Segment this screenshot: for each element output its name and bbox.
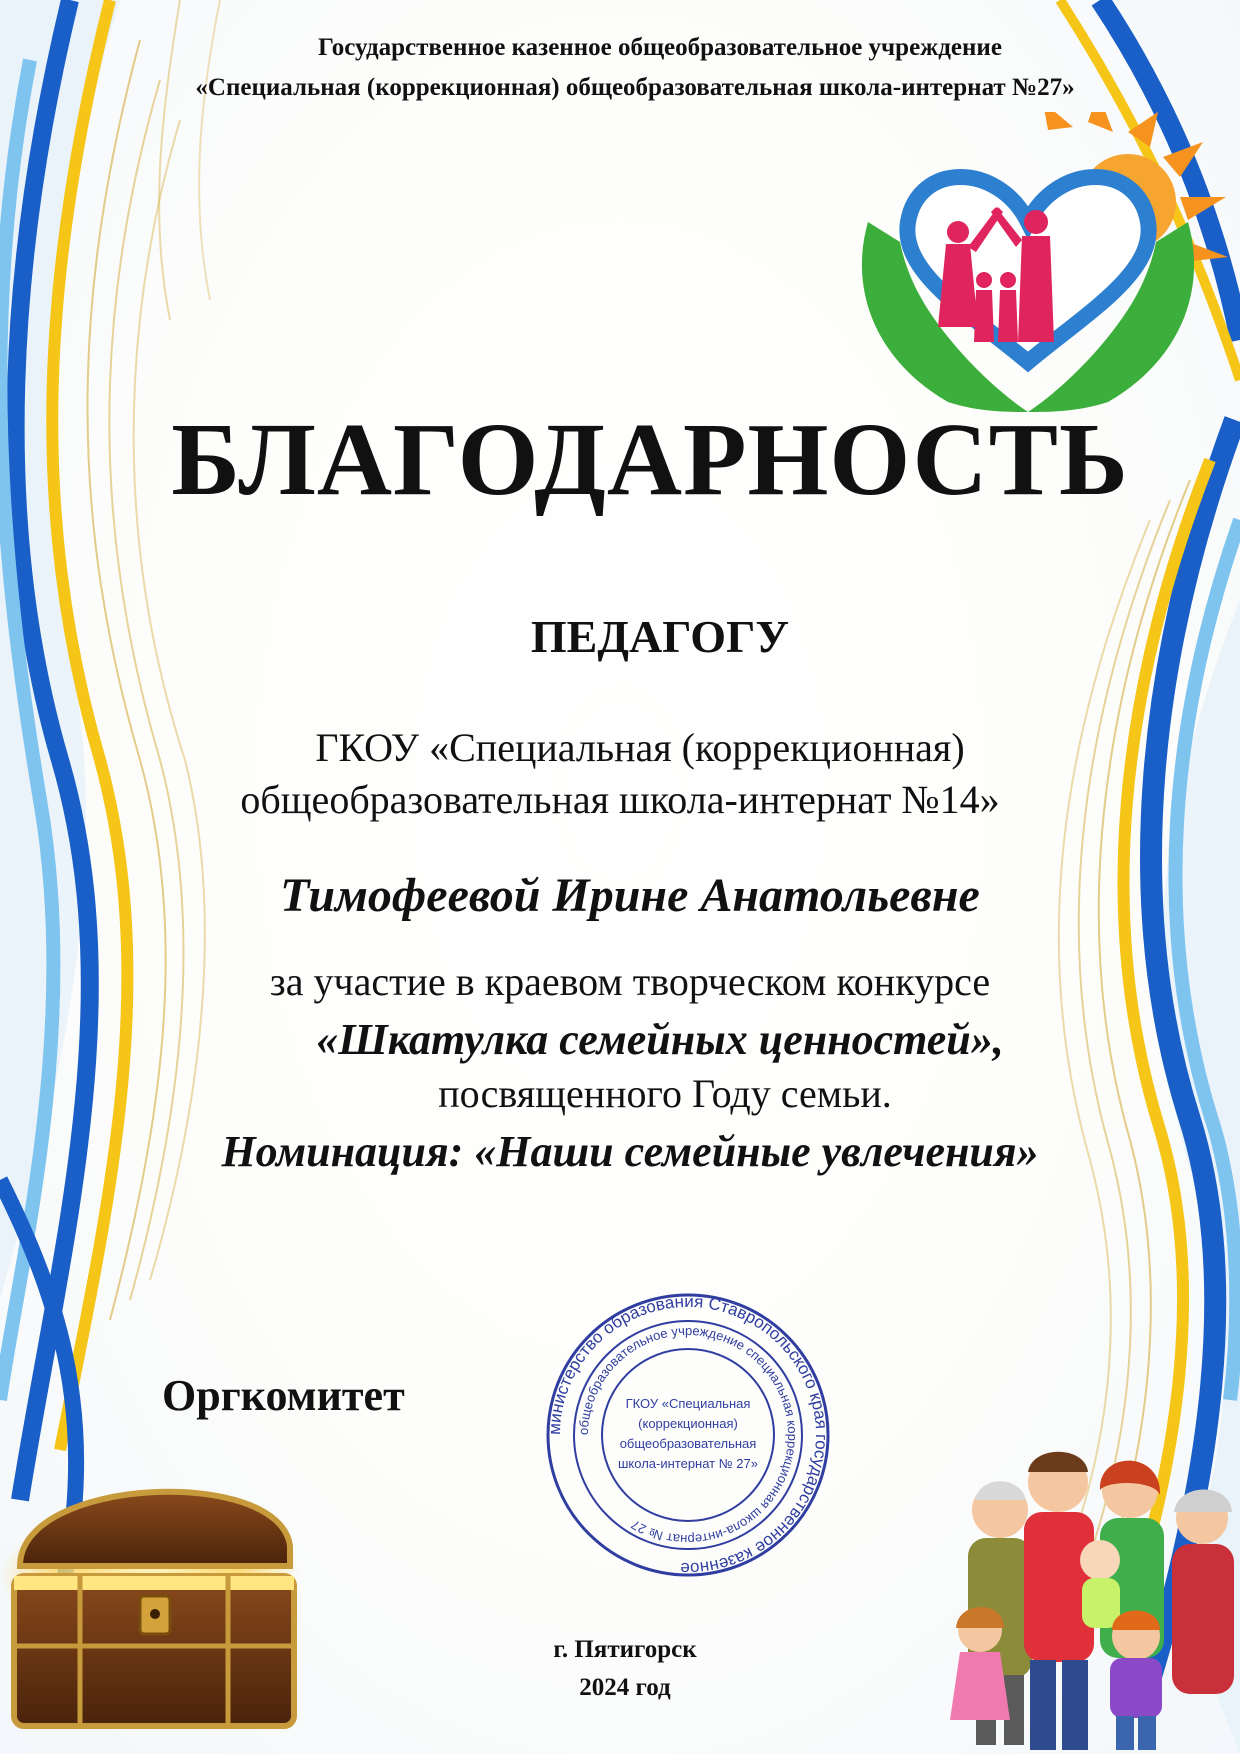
document-title: БЛАГОДАРНОСТЬ — [171, 402, 1129, 517]
nomination-text: Номинация: «Наши семейные увлечения» — [221, 1127, 1039, 1176]
organization-name-line1: Государственное казенное общеобразовательное учреждение — [318, 34, 1002, 61]
family-hands-logo — [828, 112, 1240, 412]
stamp-center-line: общеобразовательная — [619, 1436, 757, 1451]
organization-name-line2: «Специальная (коррекционная) общеобразовательная школа-интернат №27» — [195, 74, 1075, 101]
stamp-center-line: ГКОУ «Специальная — [625, 1396, 751, 1411]
stamp-outer-text: министерство образования Ставропольского края государственное казенное — [544, 1291, 832, 1579]
stamp-center-line: (коррекционная) — [638, 1416, 738, 1431]
official-stamp — [538, 1290, 838, 1580]
city-label: г. Пятигорск — [553, 1636, 697, 1663]
recipient-role: ПЕДАГОГУ — [530, 611, 790, 662]
stamp-center-line: школа-интернат № 27» — [618, 1456, 758, 1471]
year-label: 2024 год — [579, 1674, 671, 1701]
school-name-line2: общеобразовательная школа-интернат №14» — [240, 777, 1000, 822]
person-name: Тимофеевой Ирине Анатольевне — [280, 869, 980, 922]
school-name-line1: ГКОУ «Специальная (коррекционная) — [315, 725, 965, 770]
treasure-chest-icon — [0, 1436, 310, 1754]
organizing-committee-label: Оргкомитет — [162, 1371, 405, 1420]
dedication-text: посвященного Году семьи. — [438, 1071, 892, 1116]
contest-name: «Шкатулка семейных ценностей», — [316, 1015, 1004, 1064]
participation-text: за участие в краевом творческом конкурсе — [269, 959, 991, 1004]
stamp-inner-text: общеобразовательное учреждение специальная коррекционная школа-интернат № 27 — [575, 1322, 801, 1548]
